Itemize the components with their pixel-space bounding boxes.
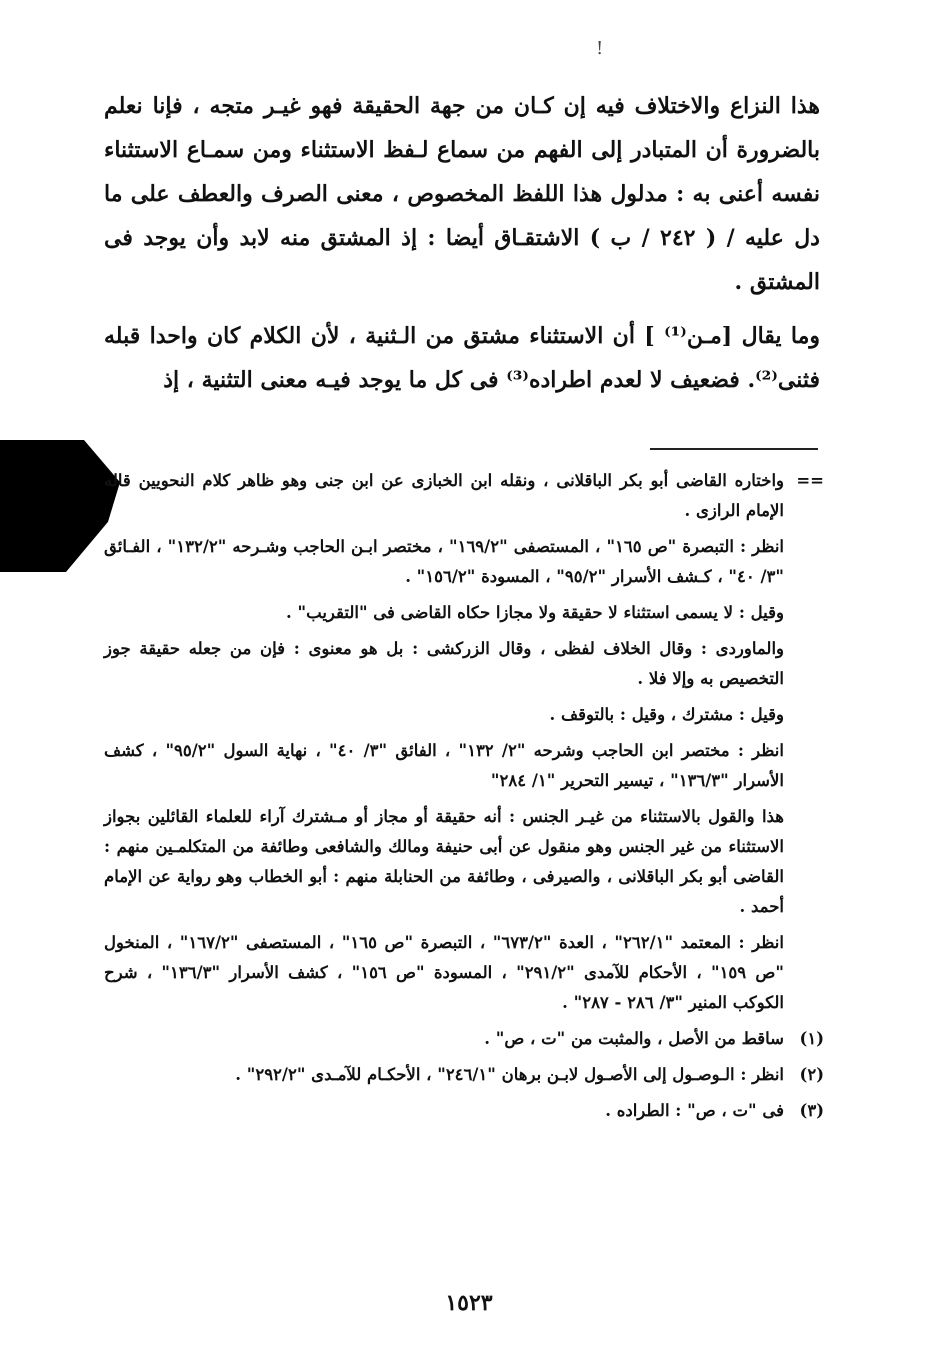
page-number: ١٥٢٣ (445, 1290, 493, 1316)
footnote-separator (650, 448, 818, 450)
continuation-paragraph: انظر : مختصر ابن الحاجب وشرحه "٢/ ١٣٢" ، الفائق "٣/ ٤٠" ، نهاية السول "٩٥/٢" ، كشف الأسرار "١٣٦/٣" ، تيسير التحرير "١/ ٢٨٤" (104, 741, 784, 790)
footnote-2 (104, 1060, 824, 1090)
footnote-text: انظر : الـوصـول إلى الأصـول لابـن برهان "٢٤٦/١" ، الأحكـام للآمـدى "٢٩٢/٢" . (235, 1065, 784, 1084)
scan-shadow (0, 440, 120, 572)
footnote-number: (٣) (799, 1101, 824, 1120)
footnote-text: ساقط من الأصل ، والمثبت من "ت ، ص" . (484, 1029, 784, 1048)
continuation-mark: == (796, 471, 824, 490)
footnote-3 (104, 1096, 824, 1126)
continuation-paragraph: هذا والقول بالاستثناء من غيـر الجنس : أنه حقيقة أو مجاز أو مـشترك آراء للعلماء القائلين بجواز الاستثناء من غير الجنس وهو منقول عن أبى حنيفة ومالك والشافعى وطائفة من المتكلمـين منهم : القاضى أبو بكر الباقلانى ، والصيرفى ، وطائفة من الحنابلة منهم : أبو الخطاب وهو رواية عن الإمام أحمد . (104, 807, 785, 916)
main-paragraph-1: هذا النزاع والاختلاف فيه إن كـان من جهة الحقيقة فهو غيـر متجه ، فإنا نعلم بالضرورة أن المتبادر إلى الفهم من سماع لـفظ الاستثناء ومن سمـاع الاستثناء نفسه أعنى به : مدلول هذا اللفظ المخصوص ، معنى الصرف والعطف على ما دل عليه / ( ٢٤٢ / ب ) الاشتقـاق أيضا : إذ المشتق منه لابد وأن يوجد فى المشتق . (104, 93, 820, 295)
main-paragraph-2: وما يقال [مـن⁽¹⁾ ] أن الاستثناء مشتق من الـثنية ، لأن الكلام كان واحدا قبله فثنى⁽²⁾. فضعيف لا لعدم اطراده⁽³⁾ فى كل ما يوجد فيـه معنى التثنية ، إذ (104, 323, 820, 393)
corner-mark: ! (596, 38, 604, 59)
continuation-paragraph: واختاره القاضى أبو بكر الباقلانى ، ونقله ابن الخبازى عن ابن جنى وهو ظاهر كلام النحويين قاله الإمام الرازى . (104, 471, 784, 520)
footnote-continuation (104, 466, 824, 1018)
footnote-number: (٢) (799, 1065, 824, 1084)
continuation-paragraph: وقيل : مشترك ، وقيل : بالتوقف . (549, 705, 784, 724)
footnote-number: (١) (799, 1029, 824, 1048)
continuation-paragraph: وقيل : لا يسمى استثناء لا حقيقة ولا مجازا حكاه القاضى فى "التقريب" . (286, 603, 784, 622)
continuation-paragraph: انظر : المعتمد "٢٦٢/١" ، العدة "٦٧٣/٢" ، التبصرة "ص ١٦٥" ، المستصفى "١٦٧/٢" ، المنخول "ص ١٥٩" ، الأحكام للآمدى "٢٩١/٢" ، المسودة "ص ١٥٦" ، كشف الأسرار "١٣٦/٣" ، شرح الكوكب المنير "٣/ ٢٨٦ - ٢٨٧" . (104, 933, 784, 1012)
continuation-paragraph: والماوردى : وقال الخلاف لفظى ، وقال الزركشى : بل هو معنوى : فإن من جعله حقيقة جوز التخصيص به وإلا فلا . (104, 639, 784, 688)
footnote-text: فى "ت ، ص" : الطراده . (605, 1101, 784, 1120)
continuation-paragraph: انظر : التبصرة "ص ١٦٥" ، المستصفى "١٦٩/٢" ، مختصر ابـن الحاجب وشـرحه "١٣٢/٢" ، الفـائق "٣/ ٤٠" ، كـشف الأسرار "٩٥/٢" ، المسودة "١٥٦/٢" . (104, 537, 784, 586)
main-text (104, 84, 820, 412)
footnotes (104, 466, 824, 1132)
footnote-1 (104, 1024, 824, 1054)
